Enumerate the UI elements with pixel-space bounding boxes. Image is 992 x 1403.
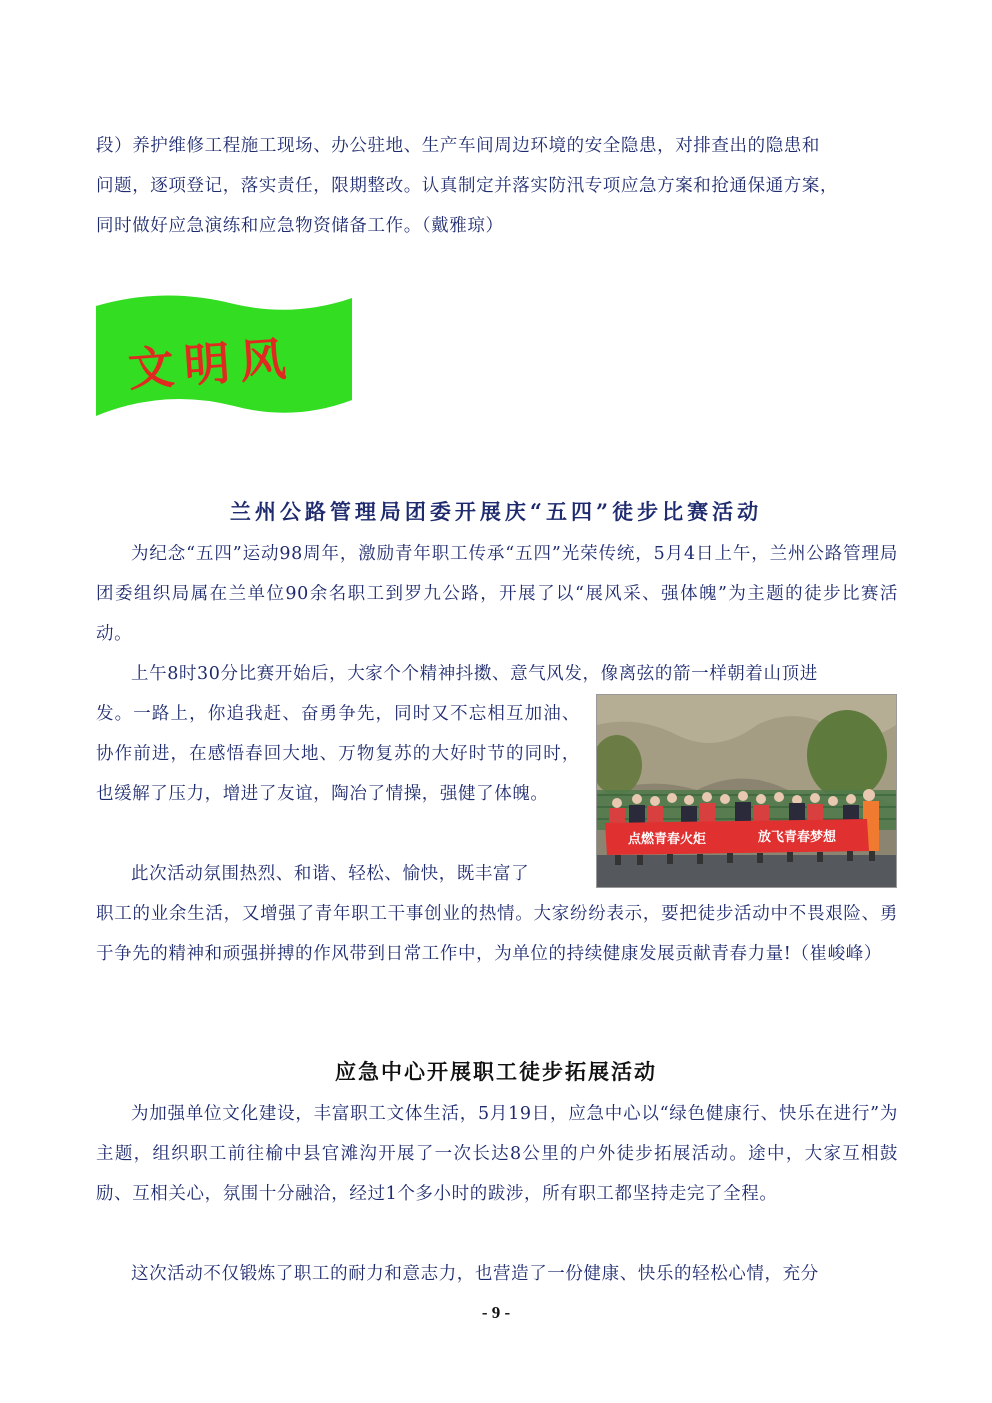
- page-number: - 9 -: [481, 1303, 511, 1322]
- intro-line: 段）养护维修工程施工现场、办公驻地、生产车间周边环境的安全隐患，对排查出的隐患和: [96, 136, 820, 156]
- article2-title: 应急中心开展职工徒步拓展活动: [335, 1059, 657, 1084]
- photo-banner-left: 点燃青春火炬: [627, 832, 707, 847]
- article1-paragraph-1: 为纪念“五四”运动98周年，激励青年职工传承“五四”光荣传统，5月4日上午，兰州公路管理局团委组织局属在兰单位90余名职工到罗九公路，开展了以“展风采、强体魄”为主题的徒步比赛活动。: [96, 544, 898, 644]
- article2-paragraph-1: 为加强单位文化建设，丰富职工文体生活，5月19日，应急中心以“绿色健康行、快乐在进行”为主题，组织职工前往榆中县官滩沟开展了一次长达8公里的户外徒步拓展活动。途中，大家互相鼓励、互相关心，氛围十分融洽，经过1个多小时的跋涉，所有职工都坚持走完了全程。: [96, 1104, 898, 1204]
- article1-paragraph-2a: 上午8时30分比赛开始后，大家个个精神抖擞、意气风发，像离弦的箭一样朝着山顶进: [131, 664, 818, 684]
- intro-paragraph: [96, 126, 898, 246]
- article1-paragraph-3a: 此次活动氛围热烈、和谐、轻松、愉快，既丰富了: [131, 864, 530, 884]
- intro-line: 问题，逐项登记，落实责任，限期整改。认真制定并落实防汛专项应急方案和抢通保通方案，: [96, 176, 839, 196]
- article1-paragraph-2b: 发。一路上，你追我赶、奋勇争先，同时又不忘相互加油、协作前进，在感悟春回大地、万物复苏的大好时节的同时，也缓解了压力，增进了友谊，陶冶了情操，强健了体魄。: [96, 704, 580, 804]
- article2-paragraph-2: 这次活动不仅锻炼了职工的耐力和意志力，也营造了一份健康、快乐的轻松心情，充分: [131, 1264, 819, 1284]
- article1-paragraph-3b: 职工的业余生活，又增强了青年职工干事创业的热情。大家纷纷表示，要把徒步活动中不畏艰险、勇于争先的精神和顽强拼搏的作风带到日常工作中，为单位的持续健康发展贡献青春力量!（崔峻峰）: [96, 904, 898, 964]
- section-banner: [94, 292, 354, 420]
- banner-label: 文明风: [126, 331, 298, 397]
- article1-title: 兰州公路管理局团委开展庆“五四”徒步比赛活动: [229, 499, 763, 524]
- photo-banner-right: 放飞青春梦想: [757, 830, 837, 845]
- intro-line: 同时做好应急演练和应急物资储备工作。（戴雅琼）: [96, 216, 504, 236]
- group-photo: [596, 694, 897, 888]
